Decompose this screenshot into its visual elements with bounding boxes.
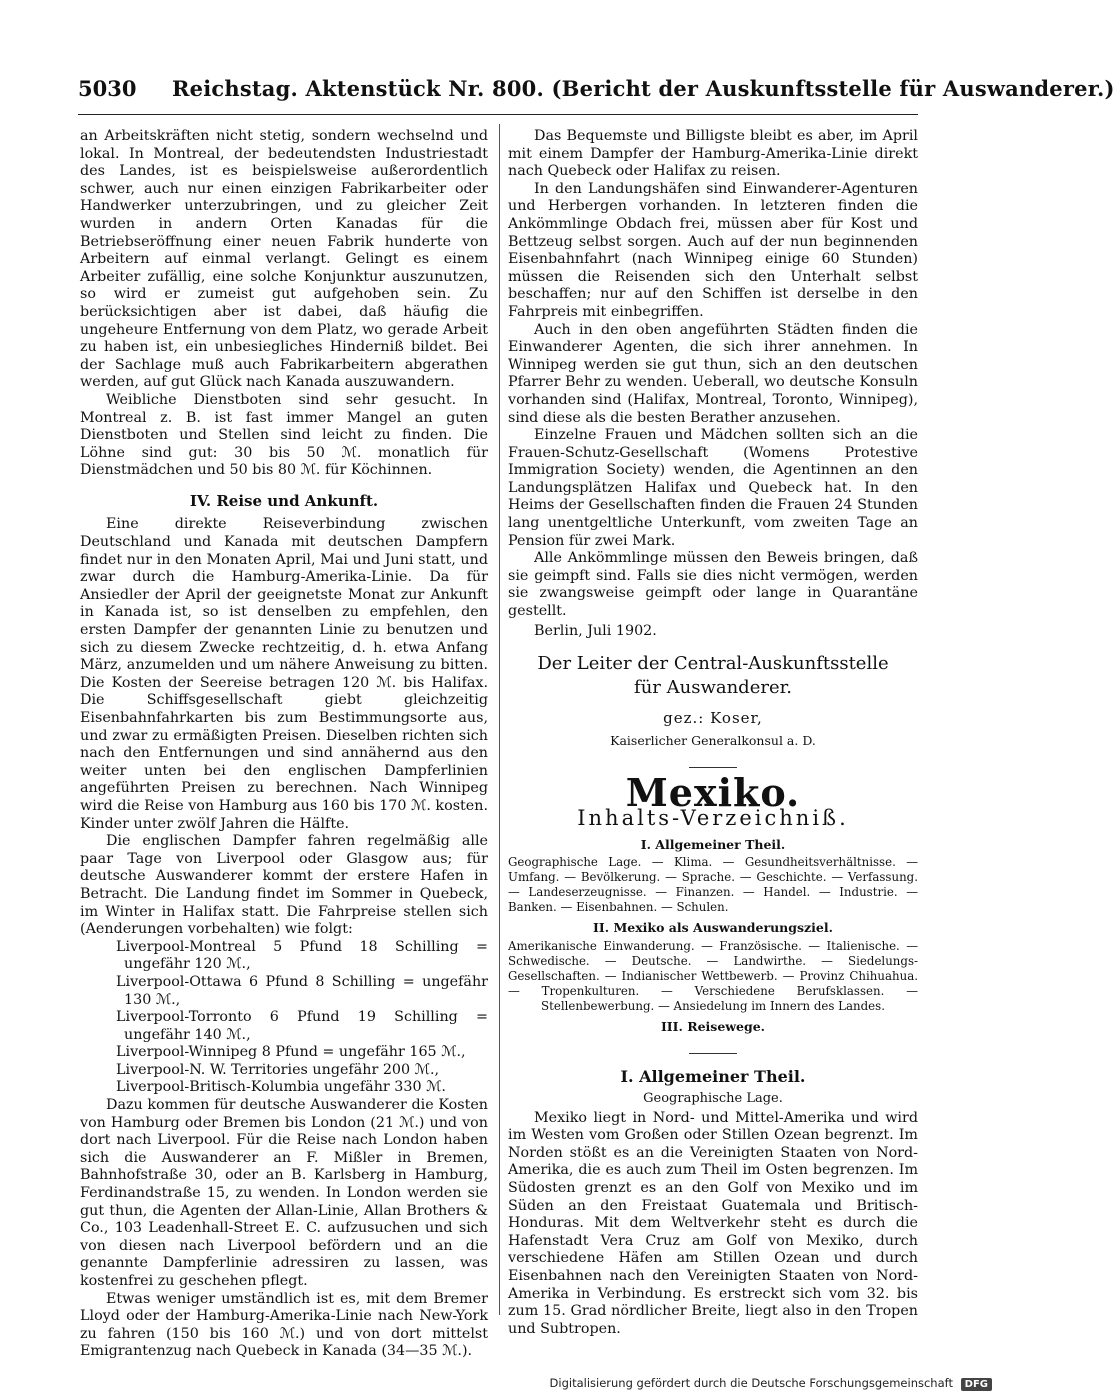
section-heading: IV. Reise und Ankunft. bbox=[189, 491, 379, 510]
signature-title-line: Der Leiter der Central-Auskunftsstelle bbox=[537, 653, 889, 675]
paragraph: Alle Ankömmlinge müssen den Beweis bringen, daß sie geimpft sind. Falls sie dies nicht vermögen, werden sie zwangsweise geimpft oder lange in Quarantäne gestellt. bbox=[508, 550, 918, 620]
country-heading: Mexiko. bbox=[625, 770, 801, 816]
fare-item: Liverpool-Winnipeg 8 Pfund = ungefähr 165 ℳ., bbox=[116, 1044, 466, 1061]
page-number: 5030 bbox=[78, 76, 137, 101]
signature-title bbox=[508, 652, 918, 700]
short-divider bbox=[689, 767, 737, 768]
toc-entries: Amerikanische Einwanderung. — Französische. — Italienische. — Schwedische. — Deutsche. — Landwirthe. — Siedelungs-Gesellschaften. — Indianischer Wettbewerb. — Provinz Chihuahua. — Tropenkulturen. — Verschiedene Berufsklassen. — Stellenbewerbung. — Ansiedelung im Innern des Landes. bbox=[508, 938, 918, 1013]
paragraph: Weibliche Dienstboten sind sehr gesucht. In Montreal z. B. ist fast immer Mangel an guten Dienstboten und Stellen sind leicht zu finden. Die Löhne sind gut: 30 bis 50 ℳ. monatlich für Dienstmädchen und 50 bis 80 ℳ. für Köchinnen. bbox=[80, 391, 488, 479]
paragraph: In den Landungshäfen sind Einwanderer-Agenturen und Herbergen vorhanden. In letzteren finden die Ankömmlinge Obdach frei, müssen aber für Kost und Bettzeug selbst sorgen. Auch auf der nun beginnenden Eisenbahnfahrt (nach Winnipeg einige 60 Stunden) müssen die Reisenden sich den Unterhalt selbst beschaffen; nur auf den Schiffen ist derselbe in den Fahrpreis mit einbegriffen. bbox=[508, 180, 918, 320]
fare-item: Liverpool-Montreal 5 Pfund 18 Schilling = ungefähr 120 ℳ., bbox=[116, 938, 488, 973]
paragraph: Eine direkte Reiseverbindung zwischen Deutschland und Kanada mit deutschen Dampfern findet nur in den Monaten April, Mai und Juni statt, und zwar durch die Hamburg-Amerika-Linie. Da für Ansiedler der April der geeignetste Monat zur Ankunft in Kanada ist, so ist denselben zu empfehlen, den ersten Dampfer der genannten Linie zu benutzen und sich zu diesem Zwecke rechtzeitig, d. h. etwa Anfang März, anzumelden und um nähere Anweisung zu bitten. Die Kosten der Seereise betragen 120 ℳ. bis Halifax. Die Schiffsgesellschaft giebt gleichzeitig Eisenbahnfahrkarten bis zum Bestimmungsorte aus, und zwar zu ermäßigten Preisen. Dieselben richten sich nach den Entfernungen und sind annähernd aus den weiter unten bei den englischen Dampferlinien angeführten Preisen zu berechnen. Nach Winnipeg wird die Reise von Hamburg aus 160 bis 170 ℳ. kosten. Kinder unter zwölf Jahren die Hälfte. bbox=[80, 516, 488, 832]
dateline: Berlin, Juli 1902. bbox=[534, 622, 657, 639]
right-column bbox=[508, 128, 918, 1338]
running-title: Reichstag. Aktenstück Nr. 800. (Bericht der Auskunftsstelle für Auswanderer.) bbox=[172, 76, 1115, 101]
main-heading: I. Allgemeiner Theil. bbox=[620, 1067, 806, 1087]
toc-heading: I. Allgemeiner Theil. bbox=[640, 836, 786, 852]
toc-heading: II. Mexiko als Auswanderungsziel. bbox=[593, 920, 833, 936]
fare-item: Liverpool-Torronto 6 Pfund 19 Schilling = ungefähr 140 ℳ., bbox=[116, 1009, 488, 1043]
paragraph: Auch in den oben angeführten Städten finden die Einwanderer Agenten, die sich ihrer annehmen. In Winnipeg werden sie gut thun, sich an den deutschen Pfarrer Behr zu wenden. Ueberall, wo deutsche Konsuln vorhanden sind (Halifax, Montreal, Toronto, Winnipeg), sind diese als die besten Berather anzusehen. bbox=[508, 321, 918, 426]
fare-item: Liverpool-Ottawa 6 Pfund 8 Schilling = ungefähr 130 ℳ., bbox=[116, 973, 488, 1008]
paragraph: Etwas weniger umständlich ist es, mit dem Bremer Lloyd oder der Hamburg-Amerika-Linie nach New-York zu fahren (150 bis 160 ℳ.) und von dort mittelst Emigrantenzug nach Quebeck in Kanada (34—35 ℳ.). bbox=[80, 1290, 488, 1360]
footer-credit bbox=[550, 1376, 992, 1391]
signature-title-line: für Auswanderer. bbox=[634, 677, 792, 699]
paragraph: an Arbeitskräften nicht stetig, sondern wechselnd und lokal. In Montreal, der bedeutendsten Industriestadt des Landes, ist es beispielsweise außerordentlich schwer, auch nur einen einzigen Fabrikarbeiter oder Handwerker unterzubringen, und zu gleicher Zeit wurden in andern Orten Kanadas für die Betriebseröffnung einer neuen Fabrik hunderte von Arbeitern auf einmal verlangt. Gelingt es einem Arbeiter zufällig, eine solche Konjunktur auszunutzen, so wird er zumeist gut aufgehoben sein. Zu berücksichtigen aber ist dabei, daß häufig die ungeheure Entfernung von dem Platz, wo gerade Arbeit zu haben ist, ein unbesiegliches Hinderniß bildet. Bei der Sachlage muß auch Fabrikarbeitern abgerathen werden, auf gut Glück nach Kanada auszuwandern. bbox=[80, 128, 488, 391]
short-divider bbox=[689, 1053, 737, 1054]
footer-text: Digitalisierung gefördert durch die Deutsche Forschungsgemeinschaft bbox=[549, 1376, 953, 1390]
paragraph: Die englischen Dampfer fahren regelmäßig alle paar Tage von Liverpool oder Glasgow aus; für deutsche Auswanderer kommt der erstere Hafen in Betracht. Die Landung findet im Sommer in Quebeck, im Winter in Halifax statt. Die Fahrpreise stellen sich (Aenderungen vorbehalten) wie folgt: bbox=[80, 833, 488, 938]
header-rule bbox=[78, 114, 918, 115]
paragraph: Das Bequemste und Billigste bleibt es aber, im April mit einem Dampfer der Hamburg-Amerika-Linie direkt nach Quebeck oder Halifax zu reisen. bbox=[508, 128, 918, 180]
signature-role: Kaiserlicher Generalkonsul a. D. bbox=[610, 732, 816, 748]
sub-heading: Geographische Lage. bbox=[643, 1090, 783, 1106]
dfg-logo: DFG bbox=[961, 1378, 992, 1391]
fare-item: Liverpool-N. W. Territories ungefähr 200 ℳ., bbox=[116, 1061, 440, 1078]
paragraph: Mexiko liegt in Nord- und Mittel-Amerika und wird im Westen vom Großen oder Stillen Ozean begrenzt. Im Norden stößt es an die Vereinigten Staaten von Nord-Amerika, die es auch zum Theil im Osten begrenzen. Im Südosten grenzt es an den Golf von Mexiko und im Süden an den Freistaat Guatemala und Britisch-Honduras. Mit dem Weltverkehr steht es durch die Hafenstadt Vera Cruz am Golf von Mexiko, durch verschiedene Häfen am Stillen Ozean und durch Eisenbahnen nach den Vereinigten Staaten von Nord-Amerika in Verbindung. Es erstreckt sich vom 32. bis zum 15. Grad nördlicher Breite, liegt also in den Tropen und Subtropen. bbox=[508, 1109, 918, 1337]
page-header bbox=[78, 76, 1115, 110]
paragraph: Dazu kommen für deutsche Auswanderer die Kosten von Hamburg oder Bremen bis London (21 ℳ.) und von dort nach Liverpool. Für die Reise nach London haben sich die Auswanderer an F. Mißler in Bremen, Bahnhofstraße 30, oder an B. Karlsberg in Hamburg, Ferdinandstraße 15, zu wenden. In London werden sie gut thun, die Agenten der Allan-Linie, Allan Brothers & Co., 103 Leadenhall-Street E. C. aufzusuchen und sich von diesen nach Liverpool befördern und an die genannte Dampferlinie adressiren zu lassen, was kostenfrei zu geschehen pflegt. bbox=[80, 1097, 488, 1289]
left-column bbox=[80, 128, 488, 1361]
fare-item: Liverpool-Britisch-Kolumbia ungefähr 330 ℳ. bbox=[116, 1079, 446, 1096]
toc-entries: Geographische Lage. — Klima. — Gesundheitsverhältnisse. — Umfang. — Bevölkerung. — Sprache. — Geschichte. — Verfassung. — Landeserzeugnisse. — Finanzen. — Handel. — Industrie. — Banken. — Eisenbahnen. — Schulen. bbox=[508, 855, 918, 915]
column-divider bbox=[499, 124, 500, 1315]
paragraph: Einzelne Frauen und Mädchen sollten sich an die Frauen-Schutz-Gesellschaft (Womens Protestive Immigration Society) wenden, die Agentinnen an den Landungsplätzen Halifax und Quebeck hat. In den Heims der Gesellschaften finden die Frauen 24 Stunden lang unentgeltliche Unterkunft, vom zweiten Tage an Pension für zwei Mark. bbox=[508, 427, 918, 549]
signature-name: gez.: Koser, bbox=[663, 709, 763, 728]
toc-heading: III. Reisewege. bbox=[660, 1018, 766, 1034]
toc-title: Inhalts-Verzeichniß. bbox=[577, 806, 849, 830]
